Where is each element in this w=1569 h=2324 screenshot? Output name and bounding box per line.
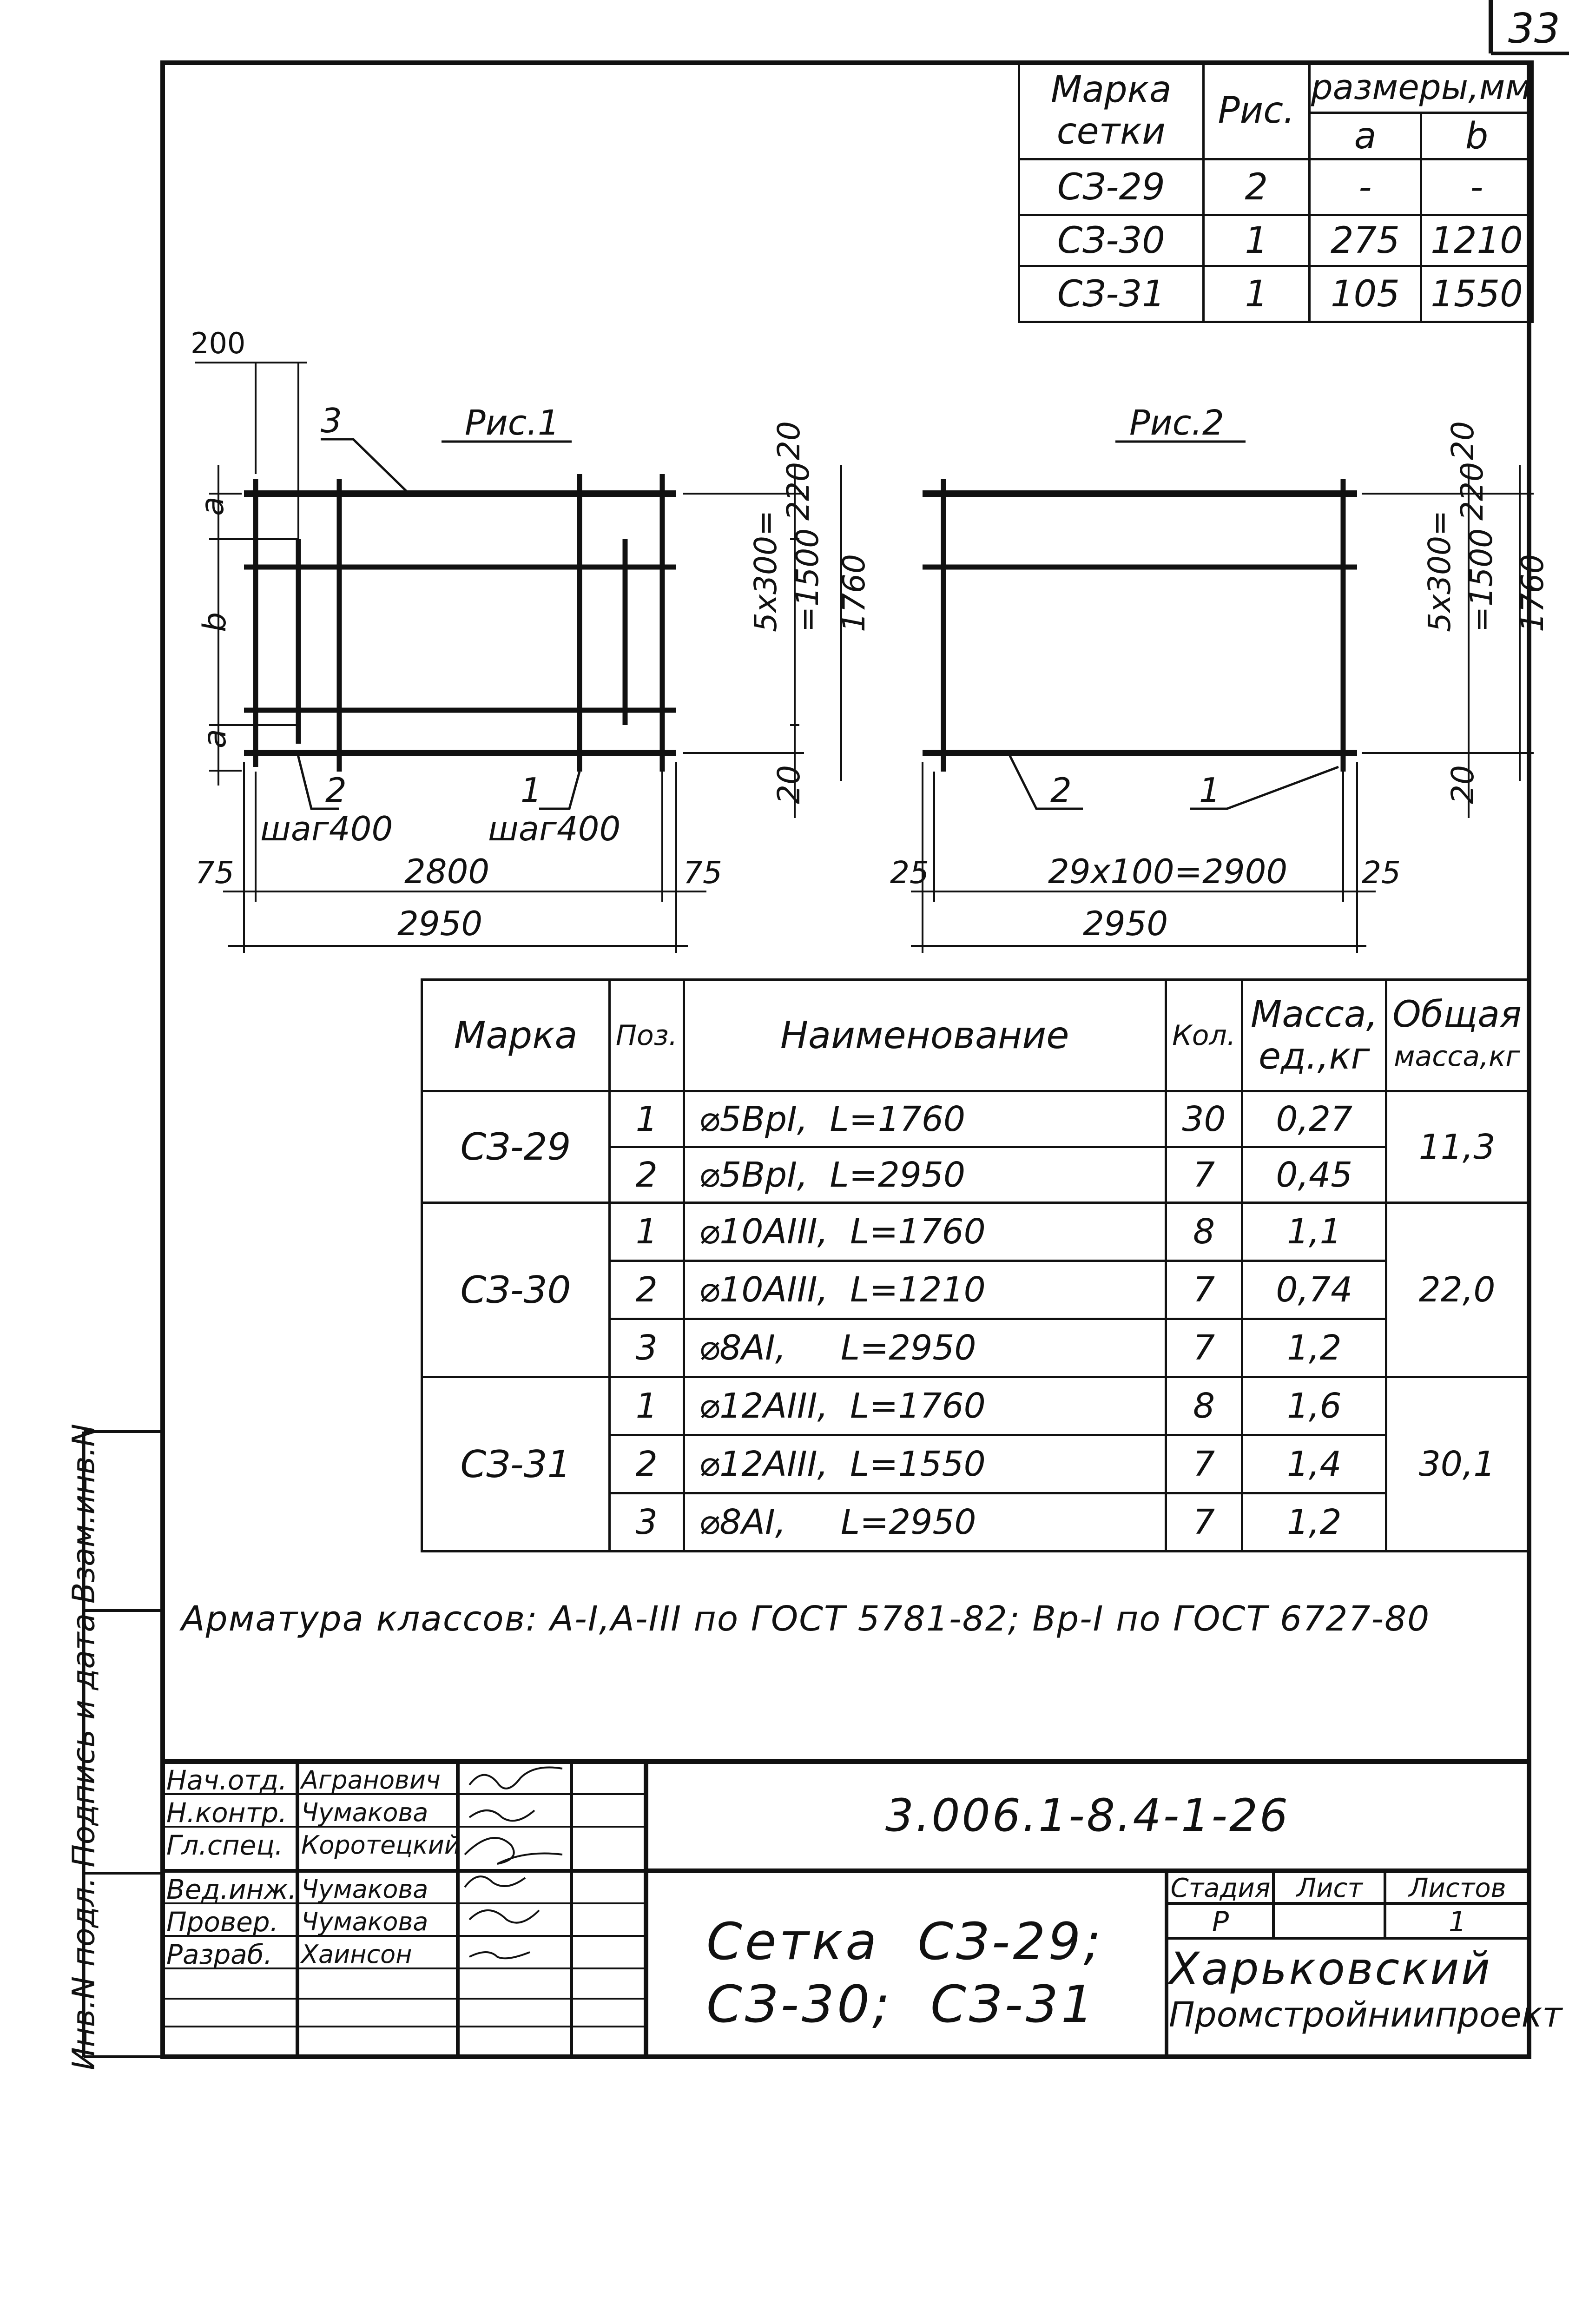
spec-unit-mass-header-line2: ед.,кг bbox=[1243, 1036, 1385, 1077]
organization-line1: Харьковский bbox=[1169, 1943, 1531, 1995]
spec-name: ⌀8AI, L=2950 bbox=[684, 1319, 1166, 1377]
mesh-a-header: a bbox=[1310, 113, 1421, 159]
spec-unit-mass: 1,2 bbox=[1242, 1319, 1386, 1377]
spec-name: ⌀8AI, L=2950 bbox=[684, 1493, 1166, 1552]
spec-pos: 2 bbox=[609, 1435, 684, 1493]
mesh-dims-header: размеры,мм bbox=[1310, 62, 1533, 113]
mesh-fig: 1 bbox=[1203, 266, 1309, 322]
spec-qty: 7 bbox=[1166, 1493, 1242, 1552]
spec-unit-mass: 1,6 bbox=[1242, 1377, 1386, 1435]
spec-pos-header: Поз. bbox=[609, 980, 684, 1091]
spec-name: ⌀10AIII, L=1760 bbox=[684, 1203, 1166, 1261]
fig1-dim-2950: 2950 bbox=[397, 904, 482, 943]
mesh-b: 1550 bbox=[1421, 266, 1532, 322]
fig1-dim-b: b bbox=[197, 612, 233, 632]
fig1-dim-75-right: 75 bbox=[683, 855, 722, 891]
spec-mark: СЗ-31 bbox=[422, 1377, 610, 1552]
person-name: Чумакова bbox=[301, 1906, 457, 1938]
fig1-right-1500: =1500 bbox=[790, 528, 825, 632]
spec-unit-mass-header-line1: Масса, bbox=[1243, 994, 1385, 1036]
fig1-dim-2800: 2800 bbox=[404, 852, 489, 891]
fig2-right-1760: 1760 bbox=[1515, 554, 1550, 632]
fig2-dim-25-right: 25 bbox=[1362, 855, 1401, 891]
spec-pos: 3 bbox=[609, 1319, 684, 1377]
spec-total-mass-header-line1: Общая bbox=[1387, 994, 1527, 1036]
fig2-title: Рис.2 bbox=[1129, 403, 1224, 443]
fig1-pos2: 2 bbox=[325, 771, 347, 810]
fig2-right-20-top: 20 bbox=[1445, 421, 1481, 460]
side-strip-label: Инв.N подл. Подпись и дата Взам.инв.N bbox=[66, 1148, 102, 2324]
spec-name: ⌀12AIII, L=1550 bbox=[684, 1435, 1166, 1493]
fig1-dim-75-left: 75 bbox=[195, 855, 234, 891]
fig1-right-220: 220 bbox=[780, 462, 816, 521]
fig2-right-1500: =1500 bbox=[1464, 528, 1499, 632]
spec-name: ⌀5BpI, L=2950 bbox=[684, 1147, 1166, 1203]
mesh-fig-header: Рис. bbox=[1203, 62, 1309, 159]
spec-total-mass: 30,1 bbox=[1386, 1377, 1528, 1552]
person-name: Коротецкий bbox=[301, 1829, 457, 1873]
fig2-pos1: 1 bbox=[1199, 771, 1220, 810]
person-name: Чумакова bbox=[301, 1796, 457, 1829]
role-label: Гл.спец. bbox=[166, 1829, 297, 1873]
person-name: Агранович bbox=[301, 1764, 457, 1796]
reinforcement-note: Арматура классов: А-I,А-III по ГОСТ 5781-82; Вр-I по ГОСТ 6727-80 bbox=[181, 1599, 1430, 1639]
person-name: Хаинсон bbox=[301, 1938, 457, 1971]
spec-name: ⌀12AIII, L=1760 bbox=[684, 1377, 1166, 1435]
spec-unit-mass: 0,27 bbox=[1242, 1091, 1386, 1147]
role-label: Вед.инж. bbox=[166, 1873, 297, 1906]
mesh-fig: 2 bbox=[1203, 159, 1309, 215]
signature-scribbles bbox=[465, 1768, 562, 1959]
fig1-pos1: 1 bbox=[521, 771, 542, 810]
title-names bbox=[301, 1764, 457, 1971]
sheets-value: 1 bbox=[1386, 1906, 1529, 1938]
spec-qty: 8 bbox=[1166, 1203, 1242, 1261]
mesh-fig: 1 bbox=[1203, 215, 1309, 266]
spec-name: ⌀10AIII, L=1210 bbox=[684, 1261, 1166, 1319]
spec-pos: 2 bbox=[609, 1261, 684, 1319]
mesh-mark-header: Марка сетки bbox=[1019, 62, 1204, 159]
fig1-dim-200: 200 bbox=[191, 326, 245, 360]
spec-unit-mass: 0,45 bbox=[1242, 1147, 1386, 1203]
mesh-mark: СЗ-29 bbox=[1019, 159, 1204, 215]
spec-total-mass: 11,3 bbox=[1386, 1091, 1528, 1203]
page-number: 33 bbox=[1508, 5, 1560, 53]
role-label: Н.контр. bbox=[166, 1796, 297, 1829]
mesh-b: - bbox=[1421, 159, 1532, 215]
fig2-dim-2950: 2950 bbox=[1083, 904, 1168, 943]
role-label: Провер. bbox=[166, 1906, 297, 1938]
spec-qty: 7 bbox=[1166, 1261, 1242, 1319]
spec-unit-mass: 0,74 bbox=[1242, 1261, 1386, 1319]
sheet-label: Лист bbox=[1274, 1873, 1385, 1903]
spec-pos: 1 bbox=[609, 1377, 684, 1435]
spec-mark: СЗ-29 bbox=[422, 1091, 610, 1203]
organization-name bbox=[1169, 1943, 1531, 2035]
mesh-b-header: b bbox=[1421, 113, 1532, 159]
spec-total-mass-header-line2: масса,кг bbox=[1387, 1036, 1527, 1077]
person-name: Чумакова bbox=[301, 1873, 457, 1906]
stage-label: Стадия bbox=[1167, 1873, 1273, 1903]
fig1-right-5x300: 5x300= bbox=[748, 510, 784, 632]
spec-qty: 30 bbox=[1166, 1091, 1242, 1147]
spec-pos: 2 bbox=[609, 1147, 684, 1203]
spec-qty-header: Кол. bbox=[1166, 980, 1242, 1091]
document-title-line2: СЗ-30; СЗ-31 bbox=[706, 1973, 1162, 2036]
fig2-right-5x300: 5x300= bbox=[1422, 510, 1457, 632]
spec-pos: 1 bbox=[609, 1091, 684, 1147]
fig1-right-20-top: 20 bbox=[771, 421, 807, 460]
spec-qty: 7 bbox=[1166, 1147, 1242, 1203]
spec-mark: СЗ-30 bbox=[422, 1203, 610, 1377]
mesh-a: 105 bbox=[1310, 266, 1421, 322]
title-roles bbox=[166, 1764, 297, 1971]
spec-mark-header: Марка bbox=[422, 980, 610, 1091]
fig1-step2: шаг400 bbox=[260, 809, 393, 848]
spec-unit-mass: 1,4 bbox=[1242, 1435, 1386, 1493]
fig1-dim-a-bottom: a bbox=[197, 729, 233, 748]
fig2-dim-25-left: 25 bbox=[890, 855, 929, 891]
fig1-title: Рис.1 bbox=[465, 403, 560, 443]
document-title bbox=[706, 1910, 1162, 2036]
fig2-right-220: 220 bbox=[1454, 462, 1490, 521]
fig1-right-20-bottom: 20 bbox=[771, 765, 807, 804]
spec-name: ⌀5BpI, L=1760 bbox=[684, 1091, 1166, 1147]
spec-qty: 8 bbox=[1166, 1377, 1242, 1435]
organization-line2: Промстройниипроект bbox=[1169, 1995, 1531, 2035]
fig2-right-20-bottom: 20 bbox=[1445, 765, 1481, 804]
spec-pos: 1 bbox=[609, 1203, 684, 1261]
mesh-b: 1210 bbox=[1421, 215, 1532, 266]
document-code: 3.006.1-8.4-1-26 bbox=[646, 1789, 1529, 1842]
sheets-label: Листов bbox=[1386, 1873, 1529, 1903]
stage-value: Р bbox=[1167, 1906, 1273, 1938]
role-label: Разраб. bbox=[166, 1938, 297, 1971]
fig1-right-1760: 1760 bbox=[836, 554, 872, 632]
spec-pos: 3 bbox=[609, 1493, 684, 1552]
document-title-line1: Сетка СЗ-29; bbox=[706, 1910, 1162, 1973]
spec-qty: 7 bbox=[1166, 1319, 1242, 1377]
fig1-dim-a-top: a bbox=[194, 496, 231, 516]
mesh-a: 275 bbox=[1310, 215, 1421, 266]
spec-qty: 7 bbox=[1166, 1435, 1242, 1493]
spec-unit-mass: 1,1 bbox=[1242, 1203, 1386, 1261]
fig2-dim-29x100: 29x100=2900 bbox=[1048, 852, 1287, 891]
spec-total-mass: 22,0 bbox=[1386, 1203, 1528, 1377]
mesh-mark: СЗ-31 bbox=[1019, 266, 1204, 322]
role-label: Нач.отд. bbox=[166, 1764, 297, 1796]
fig2-pos2: 2 bbox=[1050, 771, 1072, 810]
spec-name-header: Наименование bbox=[684, 980, 1166, 1091]
mesh-a: - bbox=[1310, 159, 1421, 215]
fig1-step1: шаг400 bbox=[488, 809, 620, 848]
spec-unit-mass: 1,2 bbox=[1242, 1493, 1386, 1552]
mesh-mark: СЗ-30 bbox=[1019, 215, 1204, 266]
fig1-pos3: 3 bbox=[321, 401, 342, 440]
